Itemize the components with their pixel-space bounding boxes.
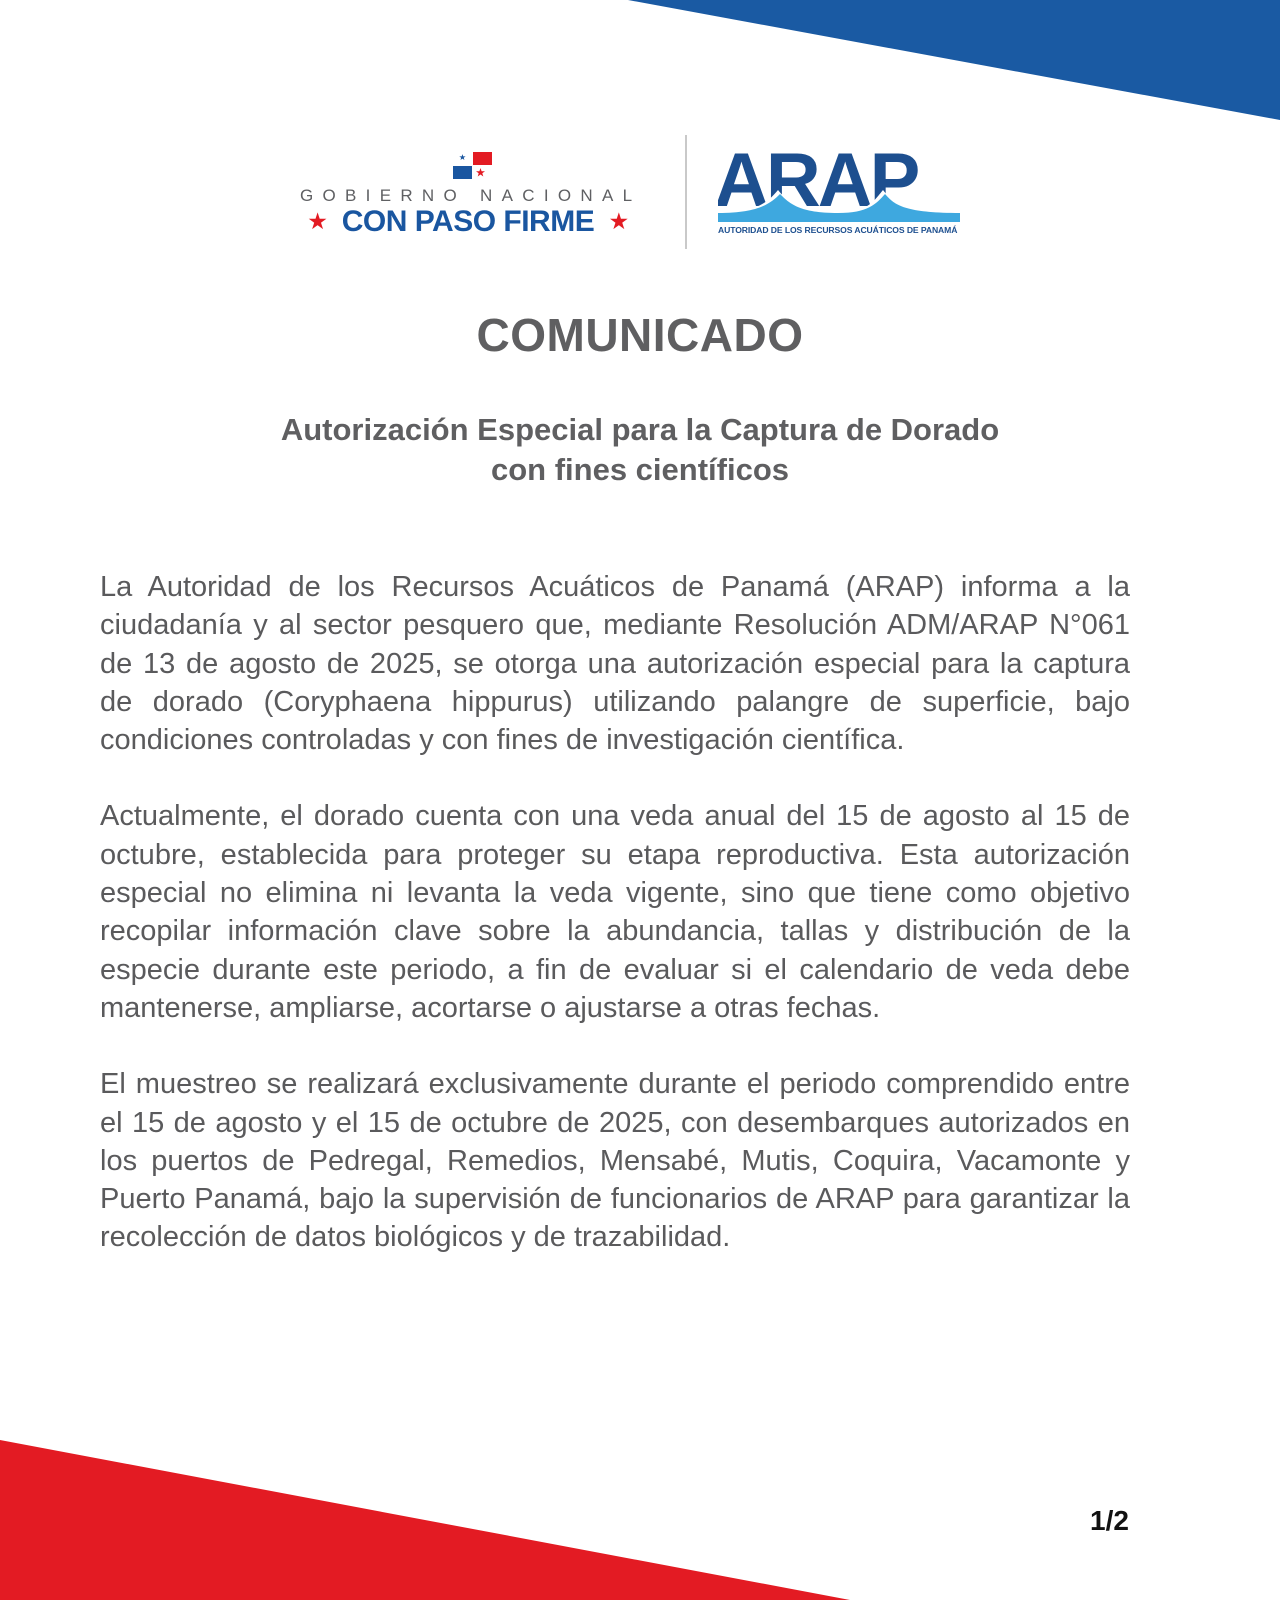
arap-logo (718, 150, 980, 240)
red-corner-band (0, 1440, 850, 1600)
arap-tagline: AUTORIDAD DE LOS RECURSOS ACUÁTICOS DE PANAMÁ (718, 225, 958, 235)
gov-logo-line1: GOBIERNO NACIONAL (300, 186, 642, 205)
star-icon: ★ (308, 211, 327, 233)
gov-logo-line2-row (292, 205, 644, 239)
gobierno-nacional-logo (292, 148, 644, 248)
blue-corner-band (628, 0, 1280, 120)
gov-logo-line2: CON PASO FIRME (341, 205, 595, 238)
body-paragraph-2: Actualmente, el dorado cuenta con una veda anual del 15 de agosto al 15 de octubre, establecida para proteger su etapa reproductiva. Esta autorización especial no elimina ni levanta la veda vigente, sino que tiene como objetivo recopilar información clave sobre la abundancia, tallas y distribución de la especie durante este periodo, a fin de evaluar si el calendario de veda debe mantenerse, ampliarse, acortarse o ajustarse a otras fechas. (100, 800, 1130, 1024)
logo-divider (685, 135, 687, 249)
page-title: COMUNICADO (476, 309, 804, 361)
subtitle-line-1: Autorización Especial para la Captura de Dorado (280, 412, 1000, 447)
subtitle-line-2: con fines científicos (490, 452, 789, 487)
panama-flag-icon (453, 152, 493, 180)
arap-wordmark-graphic (718, 150, 980, 225)
page-number: 1/2 (1090, 1505, 1129, 1536)
communique-body (100, 568, 1130, 1295)
star-icon: ★ (609, 211, 628, 233)
page-subtitle (0, 410, 1280, 490)
body-paragraph-3: El muestreo se realizará exclusivamente durante el periodo comprendido entre el 15 de agosto y el 15 de octubre de 2025, con desembarques autorizados en los puertos de Pedregal, Remedios, Mensabé, Mutis, Coquira, Vacamonte y Puerto Panamá, bajo la supervisión de funcionarios de ARAP para garantizar la recolección de datos biológicos y de trazabilidad. (100, 1068, 1130, 1254)
body-paragraph-1: La Autoridad de los Recursos Acuáticos de Panamá (ARAP) informa a la ciudadanía y al sector pesquero que, mediante Resolución ADM/ARAP N°061 de 13 de agosto de 2025, se otorga una autorización especial para la captura de dorado (Coryphaena hippurus) utilizando palangre de superficie, bajo condiciones controladas y con fines de investigación científica. (100, 571, 1130, 757)
arap-wordmark: ARAP (718, 150, 918, 223)
